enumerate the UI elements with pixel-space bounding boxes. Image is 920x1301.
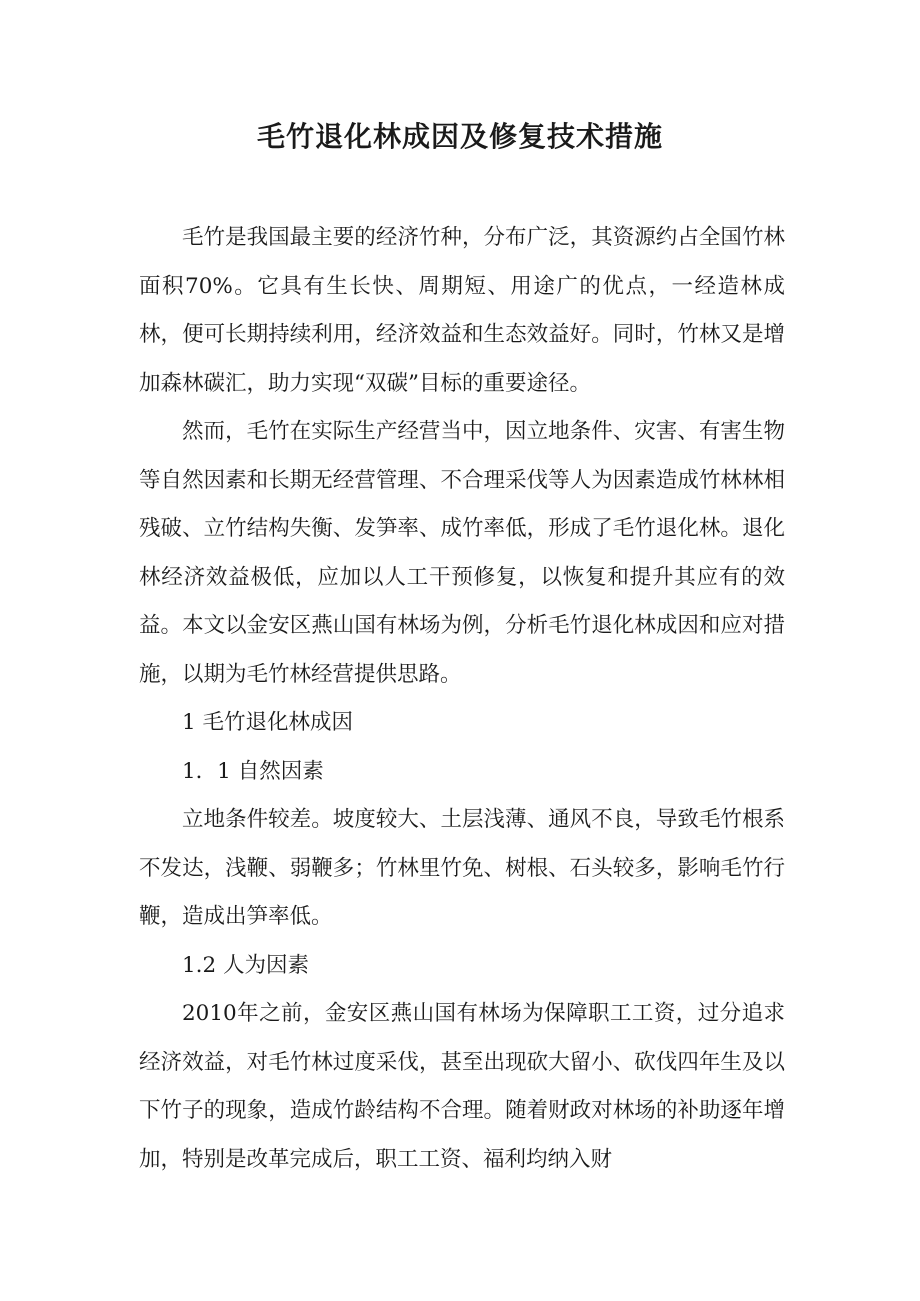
paragraph-intro: 毛竹是我国最主要的经济竹种，分布广泛，其资源约占全国竹林面积70%。它具有生长快、周期短、用途广的优点，一经造林成林，便可长期持续利用，经济效益和生态效益好。同时，竹林又是增加森林碳汇，助力实现“双碳”目标的重要途径。	[139, 225, 785, 396]
paragraph-natural-factors: 立地条件较差。坡度较大、土层浅薄、通风不良，导致毛竹根系不发达，浅鞭、弱鞭多；竹林里竹免、树根、石头较多，影响毛竹行鞭，造成出笋率低。	[139, 807, 785, 929]
subsection-heading-human: 1.2 人为因素	[182, 952, 310, 978]
paragraph-human-factors: 2010年之前，金安区燕山国有林场为保障职工工资，过分追求经济效益，对毛竹林过度采伐，甚至出现砍大留小、砍伐四年生及以下竹子的现象，造成竹龄结构不合理。随着财政对林场的补助逐年增加，特别是改革完成后，职工工资、福利均纳入财	[139, 1001, 785, 1172]
section-heading-causes: 1 毛竹退化林成因	[182, 710, 354, 735]
paragraph-background: 然而，毛竹在实际生产经营当中，因立地条件、灾害、有害生物等自然因素和长期无经营管理、不合理采伐等人为因素造成竹林林相残破、立竹结构失衡、发笋率、成竹率低，形成了毛竹退化林。退化林经济效益极低，应加以人工干预修复，以恢复和提升其应有的效益。本文以金安区燕山国有林场为例，分析毛竹退化林成因和应对措施，以期为毛竹林经营提供思路。	[139, 419, 785, 687]
document-body	[139, 214, 785, 1184]
document-title: 毛竹退化林成因及修复技术措施	[256, 120, 663, 153]
subsection-heading-natural: 1．1 自然因素	[182, 758, 324, 784]
